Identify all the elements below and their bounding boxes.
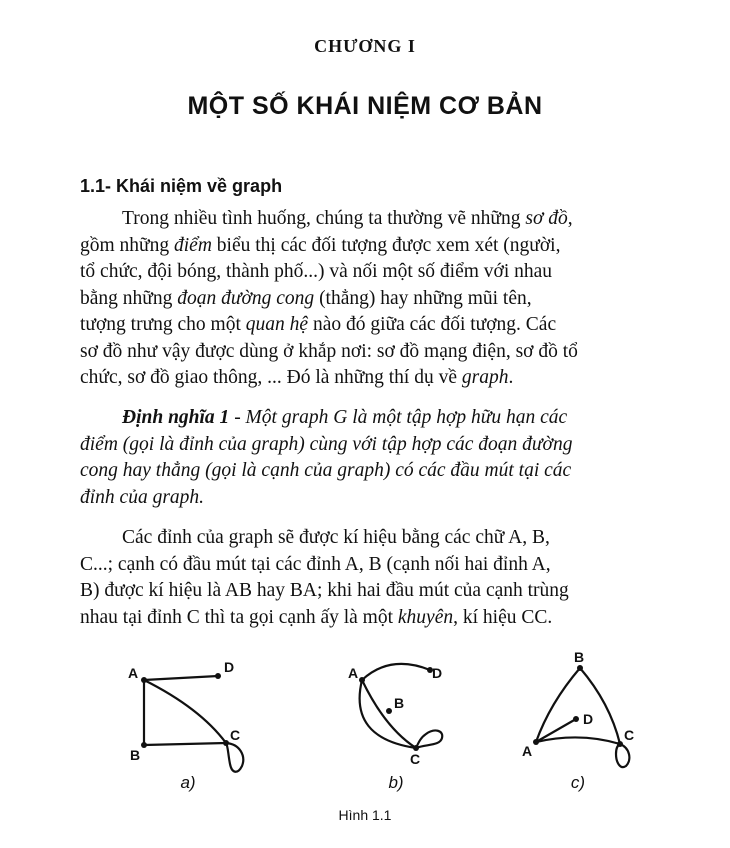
paragraph-notation: Các đỉnh của graph sẽ được kí hiệu bằng các chữ A, B, C...; cạnh có đầu mút tại các đỉnh A, B (cạnh nối hai đỉnh A, B) được kí hiệu là AB hay BA; khi hai đầu mút của cạnh trùng nhau tại đỉnh C thì ta gọi cạnh ấy là một khuyên, kí hiệu CC. xyxy=(80,527,569,628)
paragraph-intro: Trong nhiều tình huống, chúng ta thường vẽ những sơ đồ, gồm những điểm biểu thị các đối tượng được xem xét (người, tổ chức, đội bóng, thành phố...) và nối một số điểm với nhau bằng những đoạn đường cong (thẳng) hay những mũi tên, tượng trưng cho một quan hệ nào đó giữa các đối tượng. Các sơ đồ như vậy được dùng ở khắp nơi: sơ đồ mạng điện, sơ đồ tổ chức, sơ đồ giao thông, ... Đó là những thí dụ về graph. xyxy=(80,208,578,388)
vertex-dot xyxy=(223,740,229,746)
figure-caption: Hình 1.1 xyxy=(338,807,392,823)
vertex-label: D xyxy=(432,665,443,681)
chapter-title: MỘT SỐ KHÁI NIỆM CƠ BẢN xyxy=(187,92,543,120)
chapter-heading: CHƯƠNG I xyxy=(314,36,416,56)
vertex-dot xyxy=(577,665,583,671)
vertex-label: B xyxy=(574,649,585,665)
figure-label-a: a) xyxy=(180,773,196,792)
vertex-dot xyxy=(141,677,147,683)
vertex-dot xyxy=(141,742,147,748)
figure-1-1 xyxy=(100,648,660,808)
vertex-label: A xyxy=(522,743,533,759)
vertex-label: C xyxy=(230,727,241,743)
vertex-label: A xyxy=(348,665,359,681)
vertex-dot xyxy=(215,673,221,679)
figure-label-b: b) xyxy=(388,773,404,792)
vertex-dot xyxy=(533,739,539,745)
section-heading: 1.1- Khái niệm về graph xyxy=(80,176,283,196)
vertex-label: A xyxy=(128,665,139,681)
definition-1: Định nghĩa 1 - Một graph G là một tập hợp hữu hạn các điểm (gọi là đỉnh của graph) cùng với tập hợp các đoạn đường cong hay thẳng (gọi là cạnh của graph) có các đầu mút tại các đỉnh của graph. xyxy=(80,407,573,508)
figure-label-c: c) xyxy=(570,773,586,792)
vertex-dot xyxy=(386,708,392,714)
vertex-dot xyxy=(573,716,579,722)
vertex-dot xyxy=(617,741,623,747)
vertex-label: B xyxy=(130,747,141,763)
vertex-dot xyxy=(359,677,365,683)
vertex-label: B xyxy=(394,695,405,711)
vertex-label: C xyxy=(410,751,421,767)
vertex-label: D xyxy=(224,659,235,675)
vertex-label: C xyxy=(624,727,635,743)
vertex-label: D xyxy=(583,711,594,727)
